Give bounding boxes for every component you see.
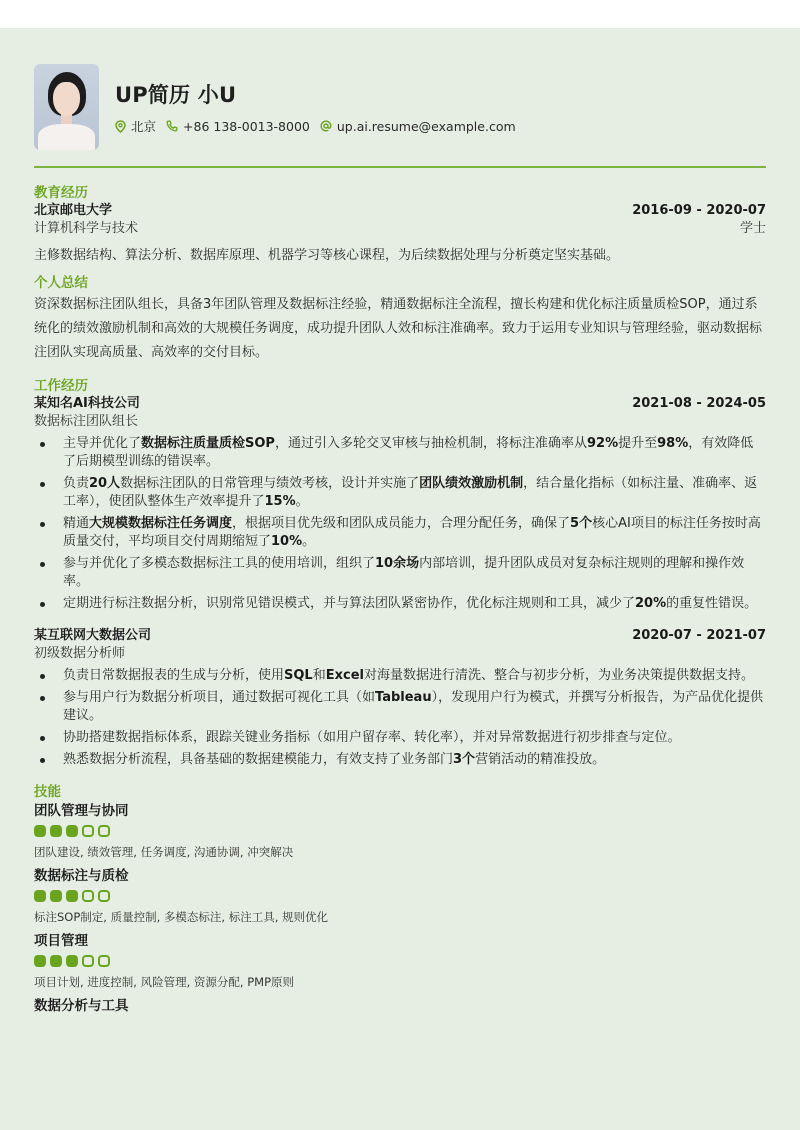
contact-email (320, 119, 516, 134)
job-row-top (34, 627, 766, 645)
bullet-text: 数据标注团队的日常管理与绩效考核，设计并实施了 (120, 475, 420, 491)
empty-dot-icon (98, 955, 110, 967)
contact-row (115, 117, 526, 135)
bullet-item (34, 751, 766, 769)
filled-dot-icon (34, 890, 46, 902)
filled-dot-icon (66, 955, 78, 967)
bullet-text: ，根据项目优先级和团队成员能力，合理分配任务，确保了 (232, 515, 571, 531)
bullet-text: 负责日常数据报表的生成与分析，使用 (63, 667, 285, 683)
resume-page (0, 28, 800, 1130)
skill-entry (34, 866, 766, 925)
highlight-text: 大规模数据标注任务调度 (89, 515, 233, 531)
candidate-name: UP简历 小U (115, 83, 237, 107)
empty-dot-icon (82, 890, 94, 902)
education-row-sub (34, 220, 766, 238)
job-bullets (34, 667, 766, 769)
bullet-text: 。 (295, 493, 309, 509)
header-info (115, 79, 526, 135)
bullet-item (34, 689, 766, 725)
bullet-item (34, 515, 766, 551)
bullet-text: ，结合量化指标（如标注量、准确率、返工率），使团队整体生产效率提升了 (63, 475, 758, 509)
filled-dot-icon (66, 890, 78, 902)
at-sign-icon (320, 120, 332, 132)
highlight-text: 98% (657, 435, 689, 451)
skill-name: 团队管理与协同 (34, 802, 129, 819)
job-role: 数据标注团队组长 (34, 413, 139, 429)
job-entry (34, 627, 766, 769)
resume-header (34, 28, 766, 152)
summary-section (34, 274, 766, 365)
empty-dot-icon (82, 825, 94, 837)
bullet-text: 熟悉数据分析流程，具备基础的数据建模能力，有效支持了业务部门 (63, 751, 454, 767)
empty-dot-icon (98, 890, 110, 902)
section-title-summary: 个人总结 (34, 274, 88, 291)
top-blank-bar (0, 0, 800, 28)
bullet-text: ），发现用户行为模式，并撰写分析报告，为产品优化提供建议。 (63, 689, 764, 723)
phone-icon (166, 120, 178, 132)
bullet-text: 的重复性错误。 (666, 595, 758, 611)
bullet-item (34, 555, 766, 591)
highlight-text: 10余场 (375, 555, 420, 571)
skill-list (34, 801, 766, 1016)
empty-dot-icon (82, 955, 94, 967)
work-section (34, 377, 766, 769)
highlight-text: SQL (284, 667, 313, 683)
contact-location (115, 117, 156, 135)
degree: 学士 (739, 220, 766, 236)
bullet-text: 提升至 (618, 435, 658, 451)
education-section (34, 184, 766, 268)
empty-dot-icon (98, 825, 110, 837)
education-description: 主修数据结构、算法分析、数据库原理、机器学习等核心课程，为后续数据处理与分析奠定坚实基础。 (34, 247, 620, 263)
phone-text: +86 138-0013-8000 (183, 118, 310, 134)
highlight-text: Excel (325, 667, 364, 683)
highlight-text: 3个 (453, 751, 476, 767)
bullet-item (34, 667, 766, 685)
bullet-text: 定期进行标注数据分析，识别常见错误模式，并与算法团队紧密协作，优化标注规则和工具，减少了 (63, 595, 636, 611)
job-list (34, 395, 766, 769)
skill-entry (34, 996, 766, 1016)
bullet-text: 精通 (63, 515, 90, 531)
bullet-item (34, 729, 766, 747)
contact-phone (166, 119, 310, 134)
job-row-top (34, 395, 766, 413)
skill-level-dots (34, 890, 766, 903)
filled-dot-icon (50, 955, 62, 967)
skill-tags: 项目计划, 进度控制, 风险管理, 资源分配, PMP原则 (34, 974, 295, 989)
job-role: 初级数据分析师 (34, 645, 126, 661)
location-pin-icon (115, 120, 126, 133)
highlight-text: 20人 (89, 475, 121, 491)
section-title-education: 教育经历 (34, 184, 88, 201)
bullet-text: 负责 (63, 475, 90, 491)
skill-tags: 团队建设, 绩效管理, 任务调度, 沟通协调, 冲突解决 (34, 844, 294, 859)
job-bullets (34, 435, 766, 613)
skill-name: 数据分析与工具 (34, 997, 129, 1014)
highlight-text: 20% (635, 595, 667, 611)
summary-text: 资深数据标注团队组长，具备3年团队管理及数据标注经验，精通数据标注全流程，擅长构建和优化标注质量质检SOP，通过系统化的绩效激励机制和高效的大规模任务调度，成功提升团队人效和标注准确率。致力于运用专业知识与管理经验，驱动数据标注团队实现高质量、高效率的交付目标。 (34, 296, 763, 360)
company-name: 某知名AI科技公司 (34, 395, 140, 411)
filled-dot-icon (66, 825, 78, 837)
skills-section (34, 783, 766, 1016)
highlight-text: Tableau (375, 689, 432, 705)
skill-tags: 标注SOP制定, 质量控制, 多模态标注, 标注工具, 规则优化 (34, 909, 329, 924)
job-entry (34, 395, 766, 613)
filled-dot-icon (34, 955, 46, 967)
job-dates: 2020-07 - 2021-07 (632, 627, 766, 643)
header-divider (34, 166, 766, 168)
highlight-text: 15% (264, 493, 296, 509)
skill-level-dots (34, 955, 766, 968)
skill-name: 项目管理 (34, 932, 88, 949)
highlight-text: 10% (271, 533, 303, 549)
skill-entry (34, 931, 766, 990)
filled-dot-icon (50, 890, 62, 902)
job-dates: 2021-08 - 2024-05 (632, 395, 766, 411)
filled-dot-icon (50, 825, 62, 837)
bullet-text: ，有效降低了后期模型训练的错误率。 (63, 435, 754, 469)
email-text: up.ai.resume@example.com (336, 118, 516, 134)
skill-name: 数据标注与质检 (34, 867, 129, 884)
highlight-text: 团队绩效激励机制 (419, 475, 524, 491)
bullet-text: 协助搭建数据指标体系，跟踪关键业务指标（如用户留存率、转化率），并对异常数据进行初步排查与定位。 (63, 729, 681, 745)
school-name: 北京邮电大学 (34, 202, 113, 218)
bullet-item (34, 435, 766, 471)
bullet-item (34, 595, 766, 613)
major: 计算机科学与技术 (34, 220, 139, 236)
bullet-text: 参与并优化了多模态数据标注工具的使用培训，组织了 (63, 555, 376, 571)
skill-entry (34, 801, 766, 860)
bullet-text: 核心AI项目的标注任务按时高质量交付，平均项目交付周期缩短了 (63, 515, 761, 549)
bullet-text: 对海量数据进行清洗、整合与初步分析，为业务决策提供数据支持。 (363, 667, 754, 683)
highlight-text: 数据标注质量质检SOP (141, 435, 275, 451)
bullet-text: 参与用户行为数据分析项目，通过数据可视化工具（如 (63, 689, 376, 705)
bullet-text: 营销活动的精准投放。 (475, 751, 606, 767)
education-dates: 2016-09 - 2020-07 (632, 202, 766, 218)
bullet-text: 主导并优化了 (63, 435, 142, 451)
company-name: 某互联网大数据公司 (34, 627, 152, 643)
avatar-photo (34, 64, 99, 150)
bullet-item (34, 475, 766, 511)
section-title-skills: 技能 (34, 783, 61, 800)
skill-level-dots (34, 825, 766, 838)
highlight-text: 92% (586, 435, 619, 451)
highlight-text: 5个 (570, 515, 593, 531)
location-text: 北京 (131, 119, 157, 134)
education-row-top (34, 202, 766, 220)
bullet-text: 内部培训，提升团队成员对复杂标注规则的理解和操作效率。 (63, 555, 745, 589)
filled-dot-icon (34, 825, 46, 837)
bullet-text: 。 (302, 533, 316, 549)
section-title-work: 工作经历 (34, 377, 88, 394)
bullet-text: ，通过引入多轮交叉审核与抽检机制，将标注准确率从 (274, 435, 587, 451)
bullet-text: 和 (312, 667, 326, 683)
